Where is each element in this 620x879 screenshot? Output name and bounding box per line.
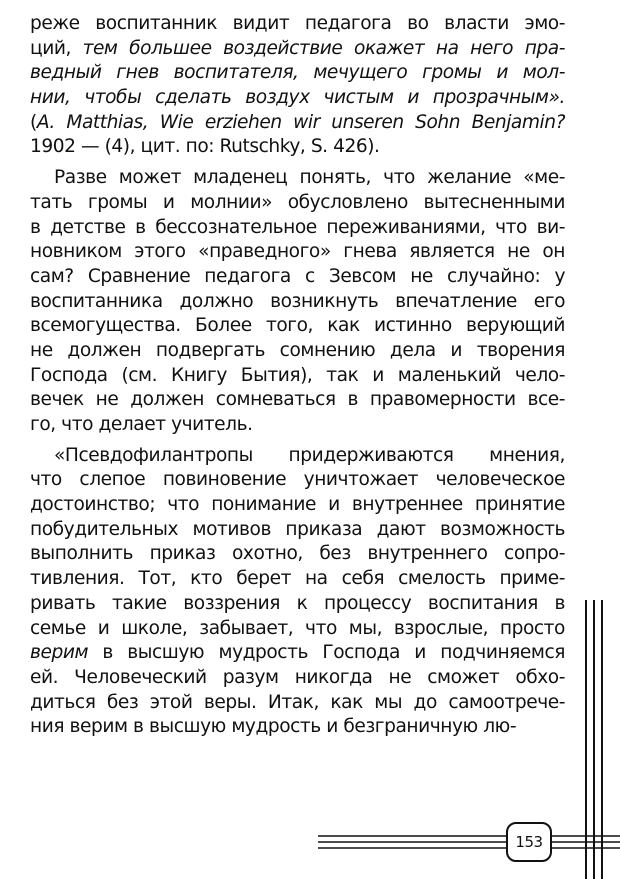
text-span: ей. Человеческий разум никогда не сможет обхо- [30,666,565,688]
text-span: ривать такие воззрения к процессу воспитания в [30,592,565,614]
text-span: сам? Сравнение педагога с Зевсом не случайно: у [30,265,565,287]
italic-span: тем большее воздействие окажет на него пра- [82,37,565,59]
text-span: всемогущества. Более того, как истинно верующий [30,315,565,337]
text-span: что слепое повиновение уничтожает человеческое [30,469,565,491]
text-span: Разве может младенец понять, что желание «ме- [54,167,565,189]
text-span: не должен подвергать сомнению дела и творения [30,339,565,361]
italic-span: верим [30,642,89,664]
text-span: тать громы и молнии» обусловлено вытесненными [30,191,565,213]
text-span: ния верим в высшую мудрость и безграничную лю- [30,716,517,738]
text-span: тивления. Тот, кто берет на себя смелость приме- [30,568,565,590]
text-span: ций, [30,37,83,59]
text-span: диться без этой веры. Итак, как мы до самоотрече- [30,691,565,713]
text-span: семье и школе, забывает, что мы, взрослые, просто [30,617,565,639]
italic-span: нии, чтобы сделать воздух чистым и прозрачным». [30,87,565,109]
text-span: новником этого «праведного» гнева является не он [30,241,565,263]
text-span: в детстве в бессознательное переживаниями, что ви- [30,216,565,238]
text-span: го, что делает учитель. [30,414,253,435]
text-span: достоинство; что понимание и внутреннее принятие [30,494,565,516]
text-span: вечек не должен сомневаться в правомерности все- [30,389,565,411]
text-span: 1902 — (4), цит. по: Rutschky, S. 426). [30,136,380,158]
text-span: воспитанника должно возникнуть впечатление его [30,290,565,312]
text-span: «Псевдофилантропы придерживаются мнения, [54,444,565,466]
text-span: ( [30,111,37,133]
page-number: 153 [506,822,552,862]
italic-span: ведный гнев воспитателя, мечущего громы и мол- [30,62,565,84]
text-span: выполнить приказ охотно, без внутреннего сопро- [30,543,565,565]
text-span: в высшую мудрость Господа и подчиняемся [88,642,565,664]
text-span: Господа (см. Книгу Бытия), так и маленький чело- [30,364,565,386]
text-span: побудительных мотивов приказа дают возможность [30,518,565,540]
text-span: реже воспитанник видит педагога во власти эмо- [30,13,565,34]
italic-span: A. Matthias, Wie erziehen wir unseren Sohn Benjamin? [36,111,565,133]
